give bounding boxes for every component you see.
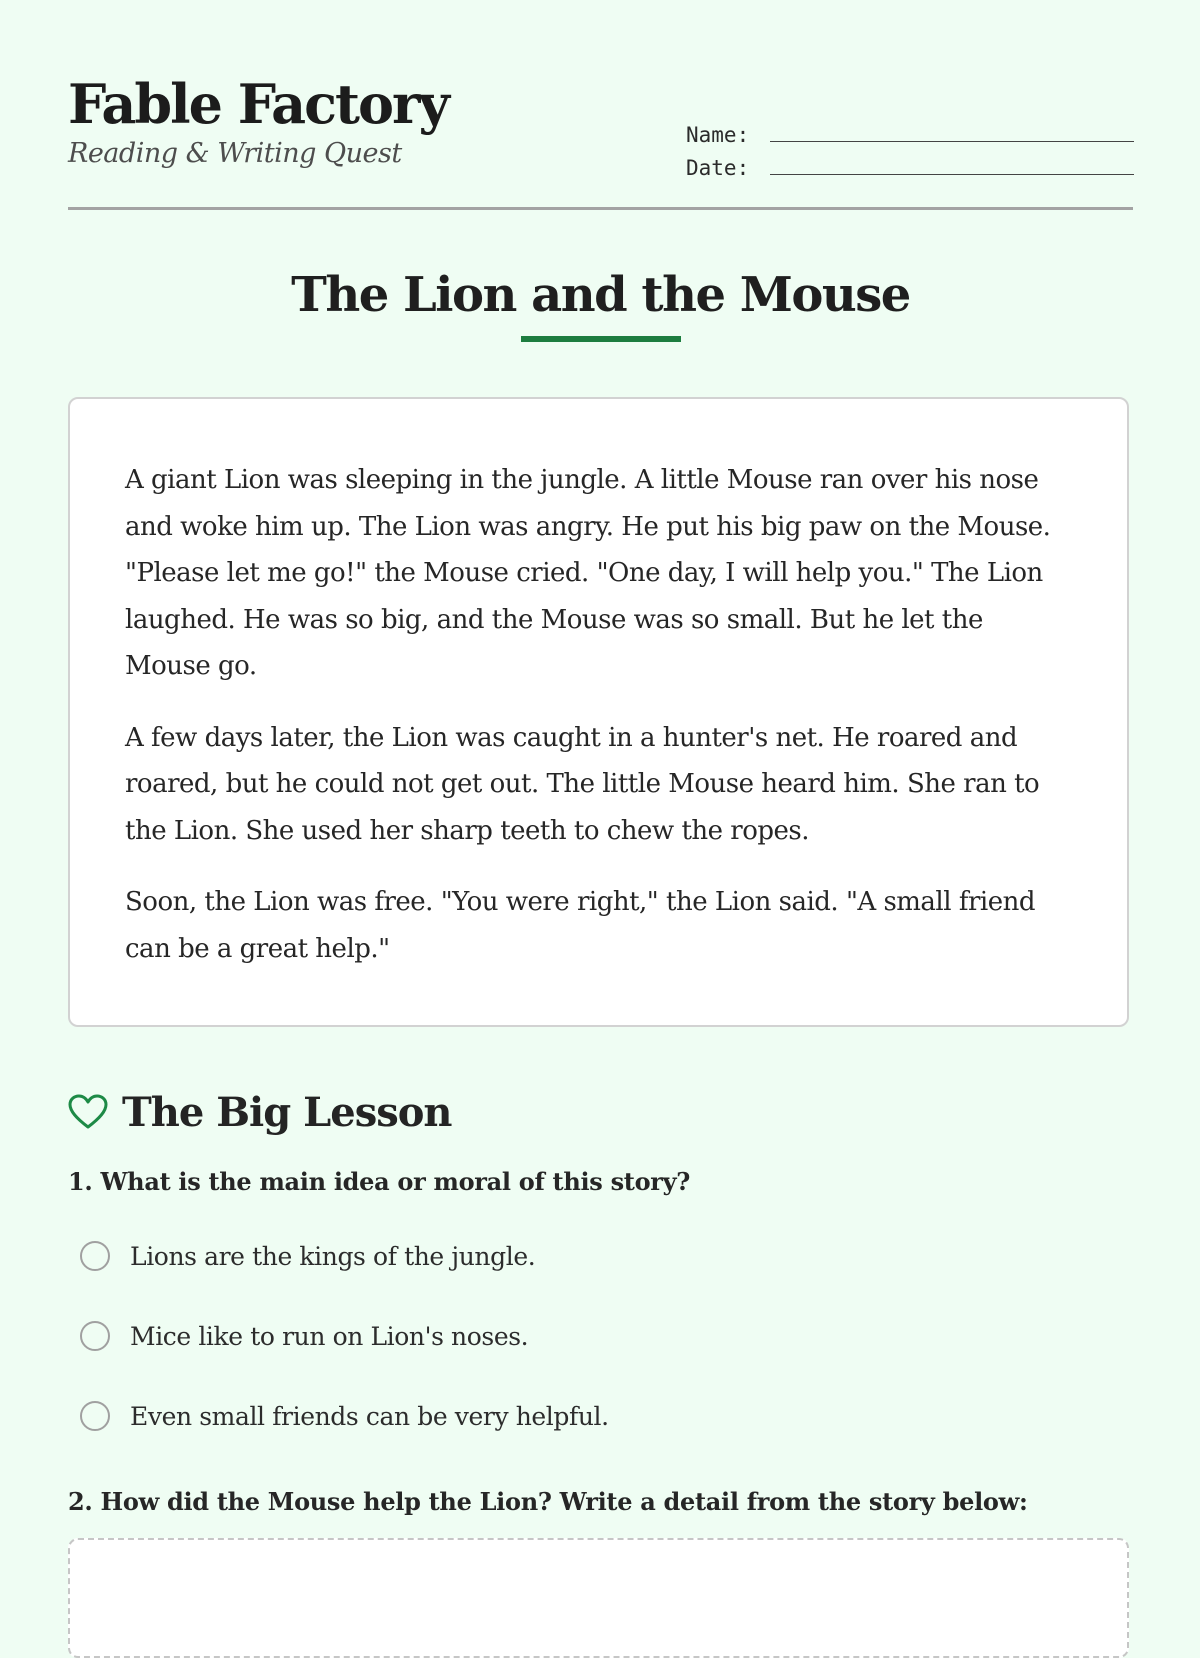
question-1: 1. What is the main idea or moral of this story?	[68, 1167, 691, 1196]
story-title-underline	[521, 336, 681, 342]
date-field	[686, 147, 1134, 180]
brand-title: Fable Factory	[68, 72, 448, 136]
student-info-fields	[686, 114, 1134, 180]
heart-icon	[68, 1094, 108, 1130]
brand-subtitle: Reading & Writing Quest	[68, 138, 402, 169]
question-2: 2. How did the Mouse help the Lion? Write a detail from the story below:	[68, 1487, 1028, 1516]
option-label: Even small friends can be very helpful.	[130, 1401, 609, 1431]
lesson-title: The Big Lesson	[122, 1088, 452, 1136]
radio-button[interactable]	[80, 1241, 110, 1271]
answer-box[interactable]	[68, 1538, 1129, 1658]
story-paragraph: Soon, the Lion was free. "You were right," the Lion said. "A small friend can be a great help."	[125, 887, 1035, 964]
worksheet-header	[68, 70, 1133, 210]
radio-button[interactable]	[80, 1401, 110, 1431]
name-field	[686, 114, 1134, 147]
name-field-label: Name:	[686, 123, 750, 147]
story-title: The Lion and the Mouse	[291, 267, 910, 323]
lesson-heading	[68, 1084, 452, 1140]
story-paragraph: A few days later, the Lion was caught in a hunter's net. He roared and roared, but he could not get out. The little Mouse heard him. She ran to the Lion. She used her sharp teeth to chew the ropes.	[125, 722, 1040, 846]
option-2[interactable]	[80, 1311, 980, 1361]
option-1[interactable]	[80, 1231, 980, 1281]
name-field-line[interactable]	[770, 121, 1134, 142]
header-divider	[68, 207, 1133, 210]
question-1-options	[80, 1231, 980, 1471]
story-paragraph: A giant Lion was sleeping in the jungle. A little Mouse ran over his nose and woke him up. The Lion was angry. He put his big paw on the Mouse. "Please let me go!" the Mouse cried. "One day, I will help you." The Lion laughed. He was so big, and the Mouse was so small. But he let the Mouse go.	[125, 465, 1051, 681]
date-field-label: Date:	[686, 156, 750, 180]
option-label: Mice like to run on Lion's noses.	[130, 1321, 529, 1351]
date-field-line[interactable]	[770, 154, 1134, 175]
option-3[interactable]	[80, 1391, 980, 1441]
option-label: Lions are the kings of the jungle.	[130, 1241, 536, 1271]
radio-button[interactable]	[80, 1321, 110, 1351]
story-box	[68, 397, 1129, 1027]
